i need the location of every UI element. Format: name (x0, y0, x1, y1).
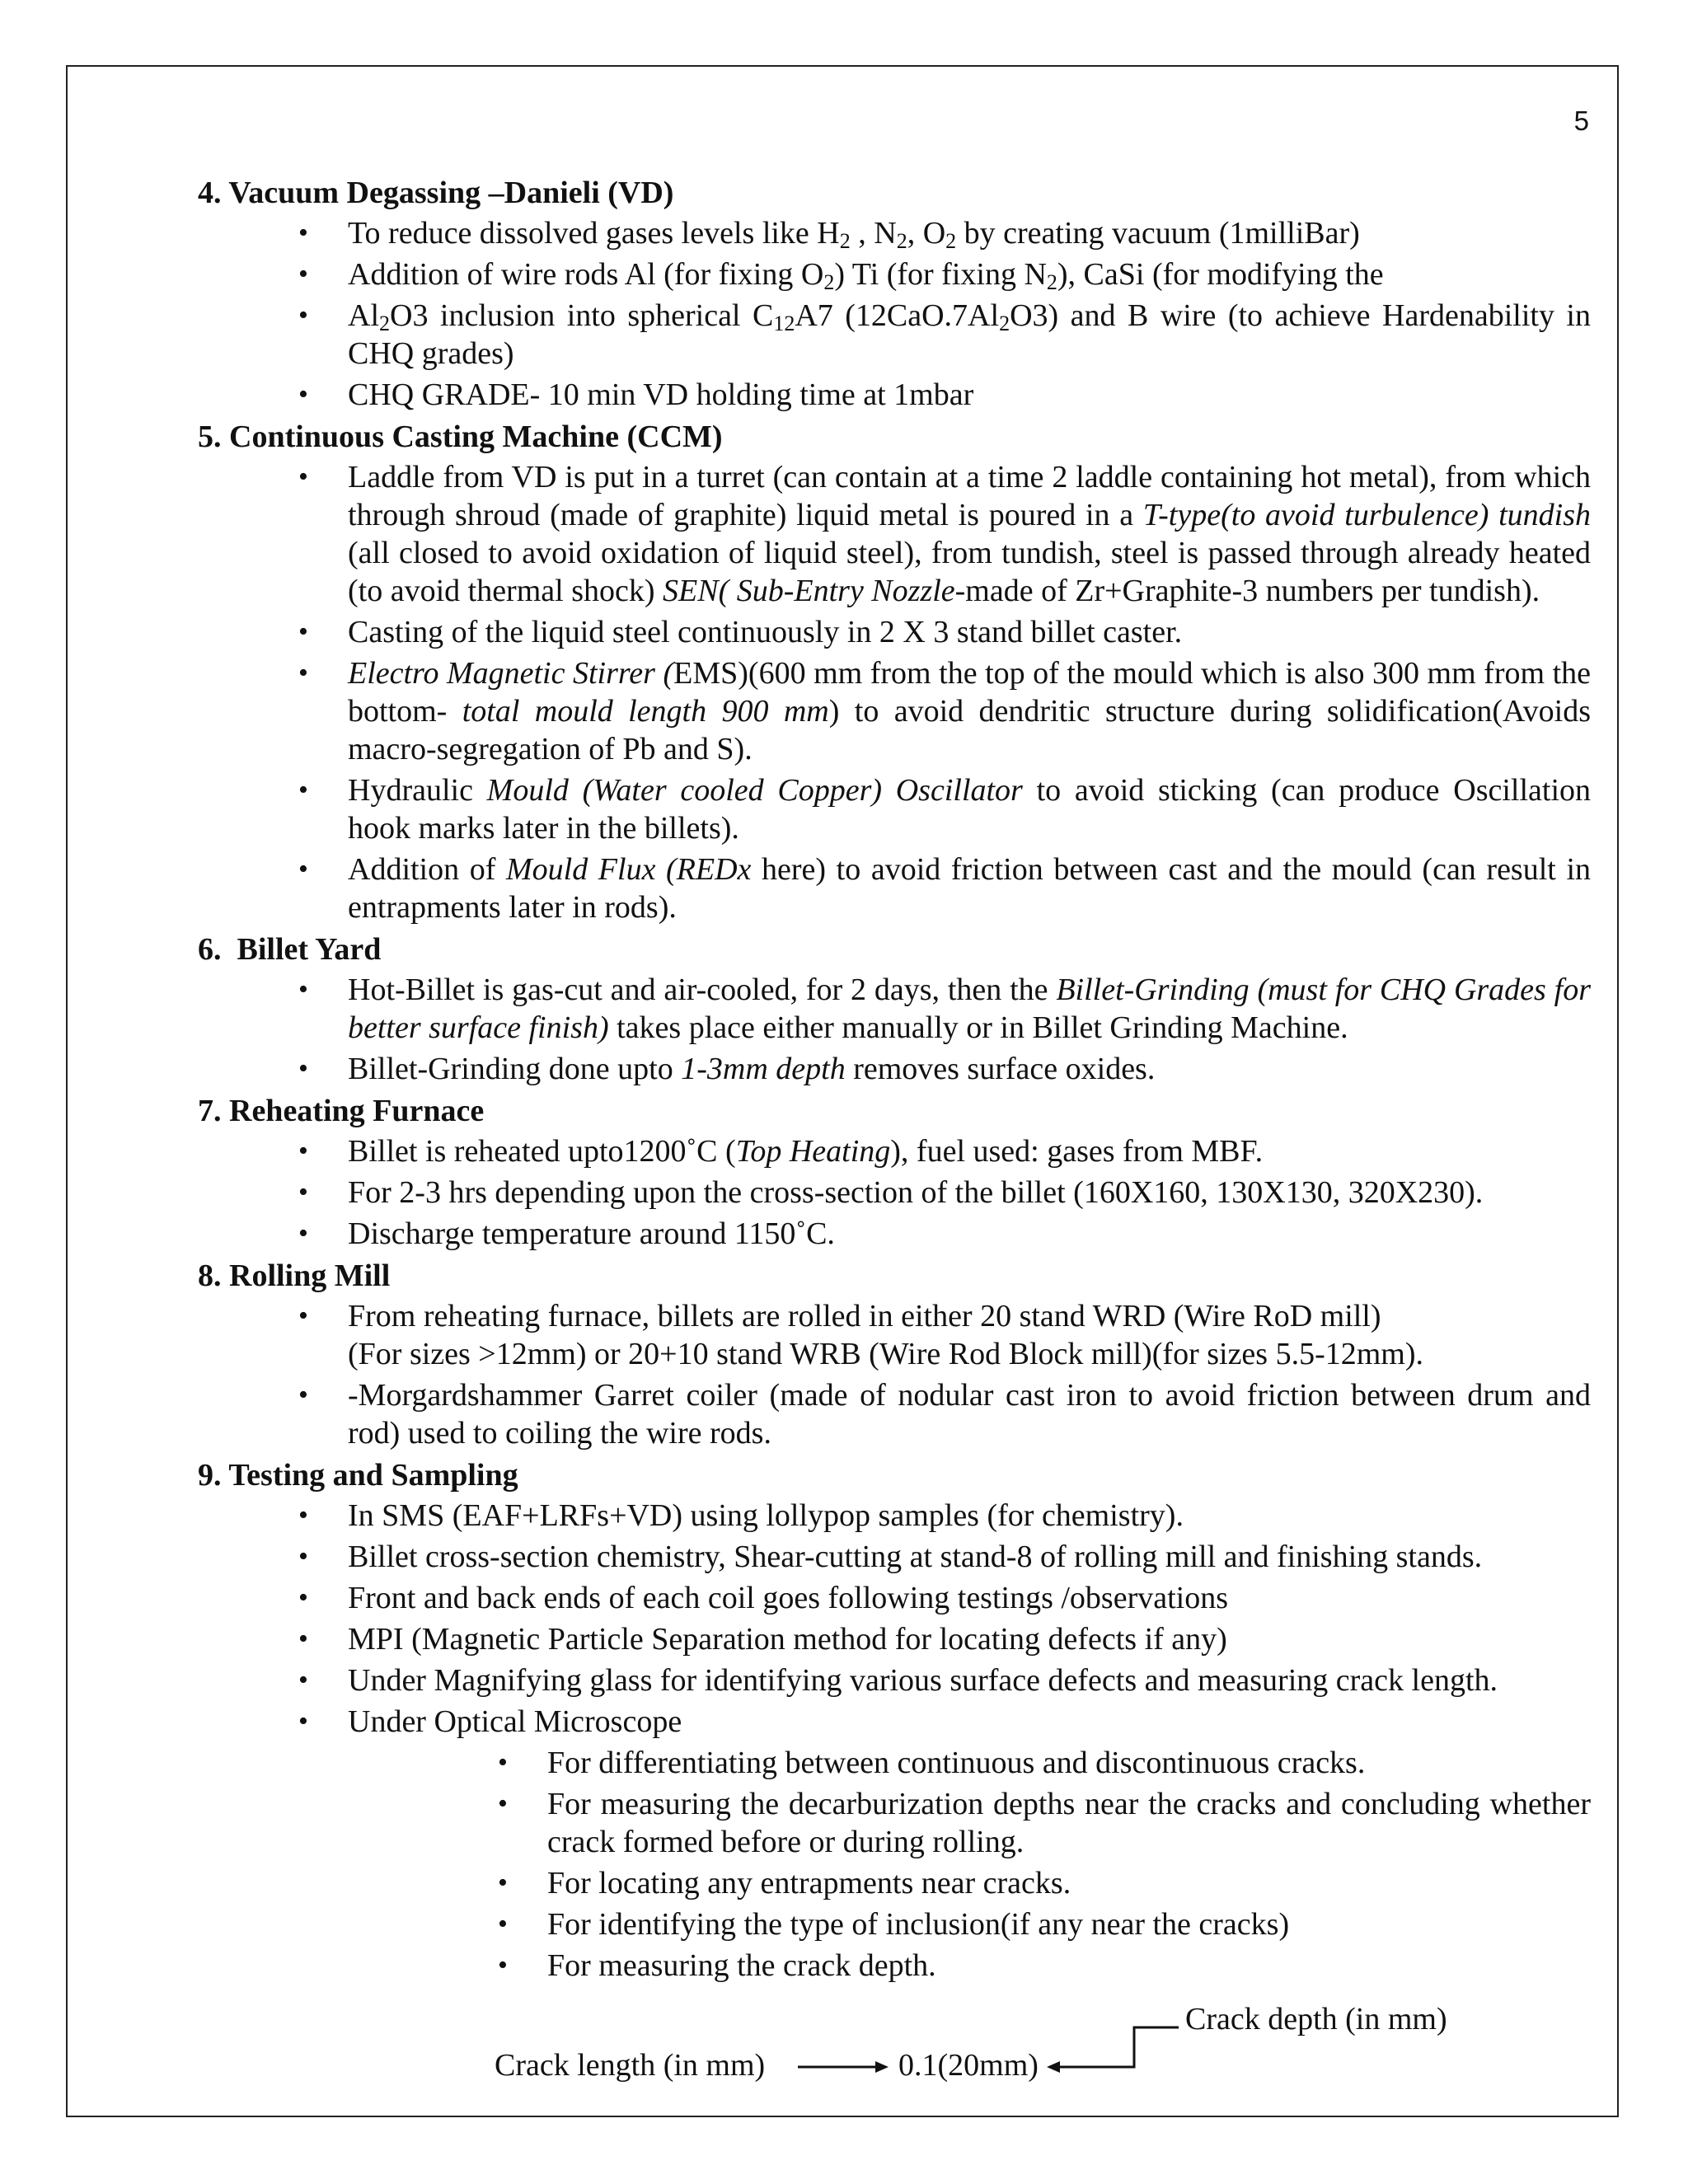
sub-list-item: • For differentiating between continuous and discontinuous cracks. (198, 1744, 1591, 1782)
section-title-rolling-mill: 8. Rolling Mill (198, 1258, 391, 1293)
crack-depth-label: Crack depth (in mm) (1185, 2002, 1447, 2036)
list-item: • $Al_2O3$ inclusion into spherical $C_{12}A7$ $(12CaO.7Al_2O3)$ and B wire (to achieve Hardenability in CHQ grades) (198, 297, 1591, 373)
list-item: • Billet-Grinding done upto 1-3mm depth removes surface oxides. (198, 1050, 1591, 1088)
section-title-testing: 9. Testing and Sampling (198, 1458, 518, 1493)
list-item: • -Morgardshammer Garret coiler (made of nodular cast iron to avoid friction between drum and rod) used to coiling the wire rods. (198, 1376, 1591, 1452)
sub-list-item: • For identifying the type of inclusion(if any near the cracks) (198, 1905, 1591, 1943)
section-list-reheating (198, 1132, 1591, 1253)
list-item: • MPI (Magnetic Particle Separation method for locating defects if any) (198, 1620, 1591, 1658)
list-item: • Front and back ends of each coil goes following testings /observations (198, 1579, 1591, 1617)
section-title-ccm: 5. Continuous Casting Machine (CCM) (198, 419, 723, 454)
section-list-billet-yard (198, 971, 1591, 1088)
list-item: • Casting of the liquid steel continuously in 2 X 3 stand billet caster. (198, 613, 1591, 651)
list-item: • CHQ GRADE- 10 min VD holding time at 1mbar (198, 376, 1591, 414)
section-title-vacuum-degassing: 4. Vacuum Degassing –Danieli (VD) (198, 176, 674, 210)
list-item: • In SMS (EAF+LRFs+VD) using lollypop samples (for chemistry). (198, 1497, 1591, 1535)
crack-value: 0.1(20mm) (898, 2048, 1039, 2083)
list-item: • Hot-Billet is gas-cut and air-cooled, for 2 days, then the Billet-Grinding (must for CHQ Grades for better surface finish) takes place either manually or in Billet Grinding Machine. (198, 971, 1591, 1047)
sublist-optical-microscope (198, 1744, 1591, 1985)
section-title-billet-yard: 6. Billet Yard (198, 932, 382, 967)
list-item: • For 2-3 hrs depending upon the cross-section of the billet (160X160, 130X130, 320X230). (198, 1174, 1591, 1212)
section-list-vd (198, 214, 1591, 414)
list-item: • Laddle from VD is put in a turret (can contain at a time 2 laddle containing hot metal), from which through shroud (made of graphite) liquid metal is poured in a T-type(to avoid turbulence) tundish (all closed to avoid oxidation of liquid steel), from tundish, steel is passed through already heated (to avoid thermal shock) SEN( Sub-Entry Nozzle-made of Zr+Graphite-3 numbers per tundish). (198, 458, 1591, 610)
list-item: • To reduce dissolved gases levels like $H_2$ , $N_2$, $O_2$ by creating vacuum (1milliBar) (198, 214, 1591, 252)
section-list-testing (198, 1497, 1591, 1741)
list-item: • Billet is reheated upto1200˚C (Top Heating), fuel used: gases from MBF. (198, 1132, 1591, 1170)
list-item: • Under Optical Microscope (198, 1703, 1591, 1741)
list-item: • Hydraulic Mould (Water cooled Copper) Oscillator to avoid sticking (can produce Oscillation hook marks later in the billets). (198, 771, 1591, 847)
list-item: • Addition of Mould Flux (REDx here) to avoid friction between cast and the mould (can result in entrapments later in rods). (198, 851, 1591, 926)
sub-list-item: • For measuring the crack depth. (198, 1947, 1591, 1985)
list-item: • From reheating furnace, billets are rolled in either 20 stand WRD (Wire RoD mill) (For sizes >12mm) or 20+10 stand WRB (Wire Rod Block mill)(for sizes 5.5-12mm). (198, 1297, 1591, 1373)
arrow-left-elbow-icon (1047, 2027, 1179, 2073)
crack-length-label: Crack length (in mm) (495, 2048, 766, 2083)
page-number: 5 (1573, 105, 1589, 136)
list-item: • Under Magnifying glass for identifying various surface defects and measuring crack length. (198, 1661, 1591, 1699)
list-item: • Discharge temperature around 1150˚C. (198, 1215, 1591, 1253)
list-item: • Electro Magnetic Stirrer (EMS)(600 mm from the top of the mould which is also 300 mm from the bottom- total mould length 900 mm) to avoid dendritic structure during solidification(Avoids macro-segregation of Pb and S). (198, 654, 1591, 768)
sub-list-item: • For locating any entrapments near cracks. (198, 1864, 1591, 1902)
list-item: • Addition of wire rods Al (for fixing $O_2$) Ti (for fixing $N_2$), CaSi (for modifying the (198, 255, 1591, 293)
document-body (198, 173, 1591, 1988)
crack-annotation-diagram (495, 2001, 1484, 2100)
section-list-ccm (198, 458, 1591, 926)
list-item: • Billet cross-section chemistry, Shear-cutting at stand-8 of rolling mill and finishing stands. (198, 1538, 1591, 1576)
arrow-right-icon (798, 2061, 889, 2073)
crack-arrows (495, 2001, 1484, 2100)
section-list-rolling (198, 1297, 1591, 1452)
section-title-reheating-furnace: 7. Reheating Furnace (198, 1094, 485, 1128)
sub-list-item: • For measuring the decarburization depths near the cracks and concluding whether crack formed before or during rolling. (198, 1785, 1591, 1861)
